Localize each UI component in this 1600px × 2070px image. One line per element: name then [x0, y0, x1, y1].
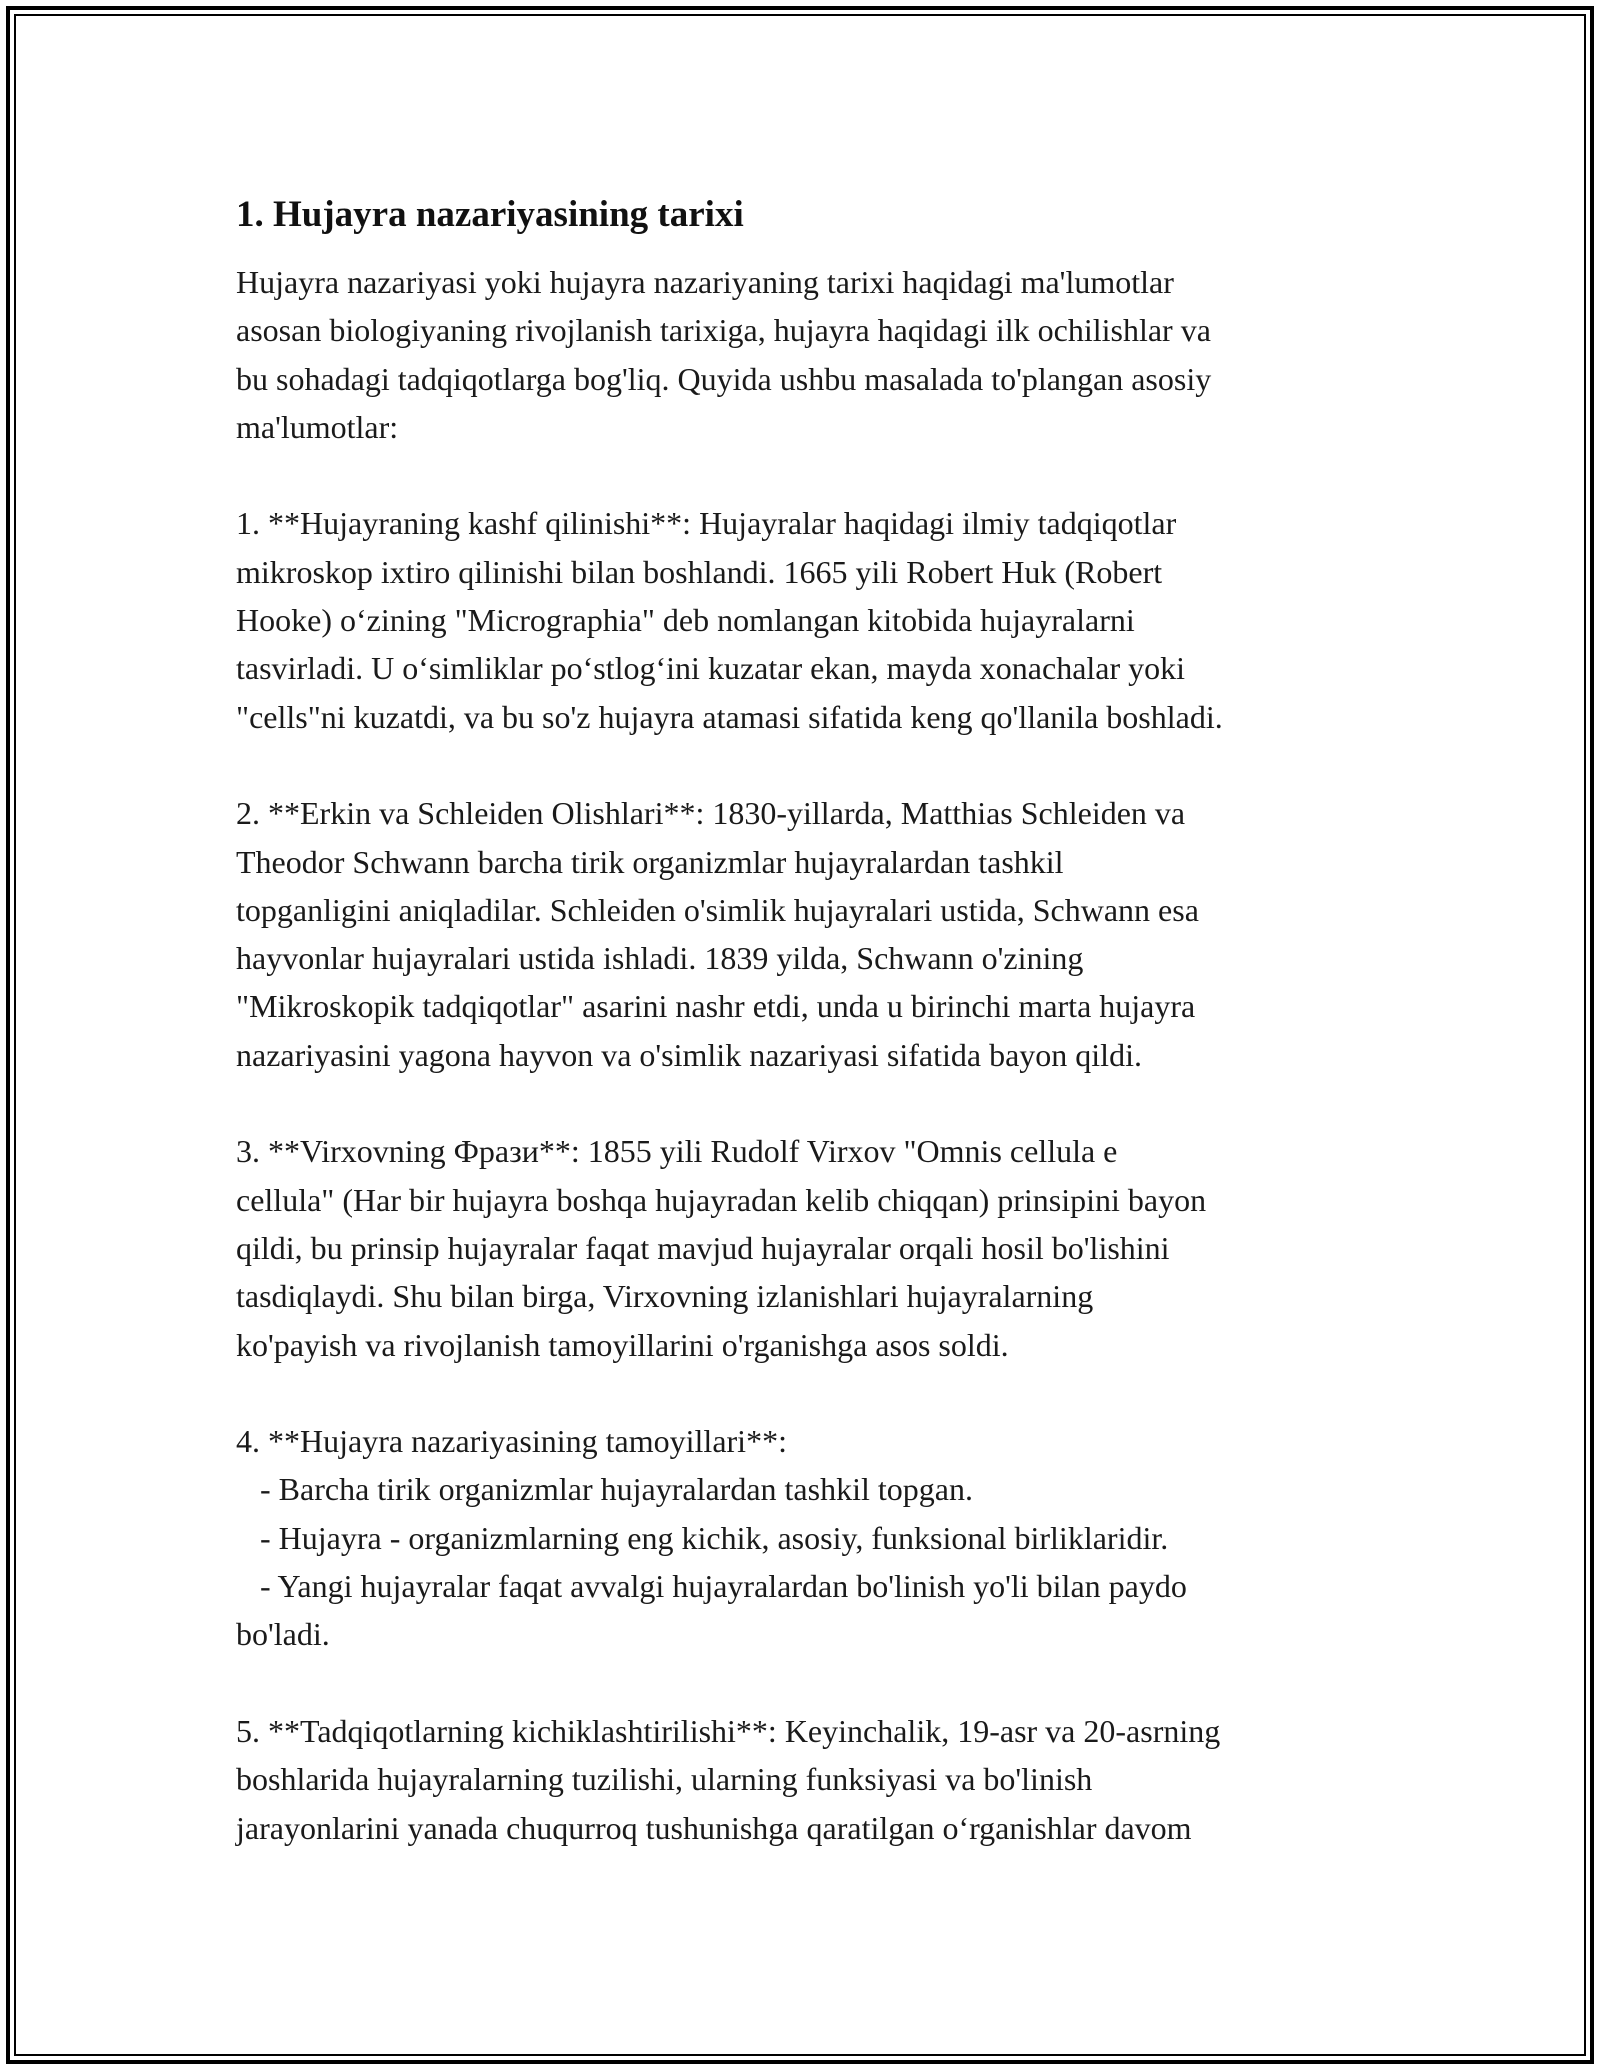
document-body — [236, 184, 1396, 1852]
text-line: "cells"ni kuzatdi, va bu so'z hujayra atamasi sifatida keng qo'llanila boshladi. — [236, 698, 1223, 735]
page-title: 1. Hujayra nazariyasining tarixi — [236, 194, 744, 235]
section-2-paragraph — [236, 789, 1396, 1079]
text-line: boshlarida hujayralarning tuzilishi, ularning funksiyasi va bo'linish — [236, 1761, 1093, 1798]
text-line: tasvirladi. U o‘simliklar po‘stlog‘ini kuzatar ekan, mayda xonachalar yoki — [236, 650, 1186, 687]
spacer — [236, 741, 1396, 789]
text-line: 4. **Hujayra nazariyasining tamoyillari**: — [236, 1423, 787, 1460]
text-line: bu sohadagi tadqiqotlarga bog'liq. Quyida ushbu masalada to'plangan asosiy — [236, 360, 1212, 397]
spacer — [236, 451, 1396, 499]
text-line: Theodor Schwann barcha tirik organizmlar hujayralardan tashkil — [236, 843, 1064, 880]
text-line: hayvonlar hujayralari ustida ishladi. 1839 yilda, Schwann o'zining — [236, 940, 1084, 977]
text-line: "Mikroskopik tadqiqotlar" asarini nashr etdi, unda u birinchi marta hujayra — [236, 988, 1196, 1025]
spacer — [236, 1079, 1396, 1127]
text-line: Hooke) o‘zining "Micrographia" deb nomlangan kitobida hujayralarni — [236, 602, 1135, 639]
intro-paragraph — [236, 258, 1396, 451]
text-line: topganligini aniqladilar. Schleiden o'simlik hujayralari ustida, Schwann esa — [236, 891, 1199, 928]
text-line: 5. **Tadqiqotlarning kichiklashtirilishi**: Keyinchalik, 19-asr va 20-asrning — [236, 1712, 1221, 1749]
text-line: asosan biologiyaning rivojlanish tarixiga, hujayra haqidagi ilk ochilishlar va — [236, 312, 1211, 349]
text-line: ko'payish va rivojlanish tamoyillarini o'rganishga asos soldi. — [236, 1326, 1009, 1363]
text-line: 3. **Virxovning Фрази**: 1855 yili Rudolf Virxov "Omnis cellula e — [236, 1133, 1118, 1170]
text-line: Hujayra nazariyasi yoki hujayra nazariyaning tarixi haqidagi ma'lumotlar — [236, 264, 1174, 300]
text-line: ma'lumotlar: — [236, 408, 399, 445]
text-line: cellula" (Har bir hujayra boshqa hujayradan kelib chiqqan) prinsipini bayon — [236, 1181, 1207, 1218]
text-line: jarayonlarini yanada chuqurroq tushunishga qaratilgan o‘rganishlar davom — [236, 1809, 1192, 1846]
section-1-paragraph — [236, 499, 1396, 740]
section-3-paragraph — [236, 1127, 1396, 1368]
list-item: - Barcha tirik organizmlar hujayralardan tashkil topgan. — [236, 1471, 973, 1508]
spacer — [236, 1659, 1396, 1707]
text-line: tasdiqlaydi. Shu bilan birga, Virxovning izlanishlari hujayralarning — [236, 1278, 1094, 1315]
text-line: nazariyasini yagona hayvon va o'simlik nazariyasi sifatida bayon qildi. — [236, 1036, 1142, 1073]
spacer — [236, 1369, 1396, 1417]
text-line: 2. **Erkin va Schleiden Olishlari**: 1830-yillarda, Matthias Schleiden va — [236, 795, 1186, 832]
text-line: 1. **Hujayraning kashf qilinishi**: Hujayralar haqidagi ilmiy tadqiqotlar — [236, 505, 1177, 542]
text-line: mikroskop ixtiro qilinishi bilan boshlandi. 1665 yili Robert Huk (Robert — [236, 553, 1163, 590]
section-5-paragraph — [236, 1707, 1396, 1852]
spacer — [236, 246, 1396, 258]
text-line: bo'ladi. — [236, 1616, 330, 1653]
text-line: qildi, bu prinsip hujayralar faqat mavjud hujayralar orqali hosil bo'lishini — [236, 1229, 1170, 1266]
section-4-paragraph — [236, 1417, 1396, 1658]
list-item: - Hujayra - organizmlarning eng kichik, asosiy, funksional birliklaridir. — [236, 1519, 1169, 1556]
list-item: - Yangi hujayralar faqat avvalgi hujayralardan bo'linish yo'li bilan paydo — [236, 1568, 1187, 1605]
